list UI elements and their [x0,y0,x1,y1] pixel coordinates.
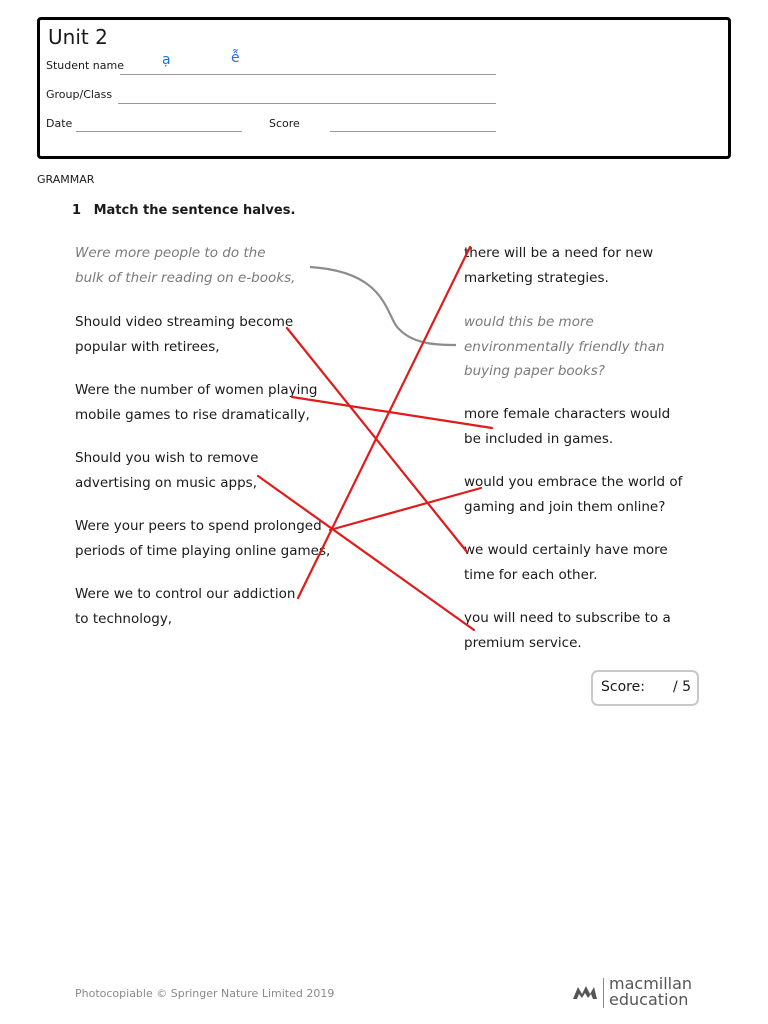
right-item-4 [464,538,668,587]
score-box [591,670,699,706]
right-item-line: there will be a need for new [464,245,654,261]
example-connector-curve [310,267,456,345]
logo-text [609,976,692,1008]
right-item-line: would you embrace the world of [464,474,683,490]
question-number: 1 [72,203,82,218]
student-name-handwriting-2: ễ [231,50,240,66]
right-item-line: marketing strategies. [464,269,609,286]
left-item-line: Were we to control our addiction [75,586,296,602]
group-class-field[interactable] [118,103,496,104]
date-field[interactable] [76,131,242,132]
left-item-3 [75,446,258,495]
score-box-label: Score: [601,679,645,695]
header-box [37,17,731,159]
left-item-line: mobile games to rise dramatically, [75,406,310,423]
left-item-2 [75,378,318,427]
right-item-example [464,310,665,384]
left-item-line: popular with retirees, [75,338,220,355]
left-item-line: Were your peers to spend prolonged [75,518,322,534]
left-item-line: Were the number of women playing [75,382,318,398]
logo-separator [603,978,604,1008]
footer-copyright: Photocopiable © Springer Nature Limited 2019 [75,987,335,1000]
left-item-4 [75,514,330,563]
left-item-line: Were more people to do the [75,245,266,261]
right-item-line: gaming and join them online? [464,498,666,515]
student-name-field[interactable] [120,74,496,75]
question-instruction: Match the sentence halves. [93,203,296,218]
student-name-label: Student name [46,59,124,72]
left-item-1 [75,310,293,359]
logo-text-line1: macmillan [609,974,693,993]
right-item-line: you will need to subscribe to a [464,610,671,626]
right-item-line: be included in games. [464,430,614,447]
right-item-line: environmentally friendly than [464,338,665,355]
right-item-5 [464,606,671,655]
right-item-line: time for each other. [464,566,598,583]
right-item-3 [464,470,682,519]
logo-text-line2: education [609,990,689,1009]
left-item-line: periods of time playing online games, [75,542,331,559]
left-item-line: Should you wish to remove [75,450,259,466]
right-item-line: we would certainly have more [464,542,668,558]
left-item-line: advertising on music apps, [75,474,257,491]
left-item-5 [75,582,295,631]
score-label: Score [269,117,300,130]
macmillan-logo-icon [572,981,598,1003]
unit-title: Unit 2 [48,25,108,49]
left-item-line: to technology, [75,610,173,627]
group-class-label: Group/Class [46,88,113,101]
right-item-2 [464,402,670,451]
right-item-line: buying paper books? [464,363,605,379]
question-heading [72,203,295,218]
left-item-example [75,241,295,290]
score-field[interactable] [330,131,496,132]
section-label: GRAMMAR [37,173,95,186]
right-item-line: would this be more [464,314,594,330]
date-label: Date [46,117,73,130]
right-item-line: premium service. [464,634,582,651]
match-line-peers [330,488,481,530]
left-item-line: Should video streaming become [75,314,294,330]
score-box-max: / 5 [673,679,692,695]
right-item-line: more female characters would [464,406,671,422]
right-item-0 [464,241,653,290]
match-line-women-playing [292,397,492,428]
left-item-line: bulk of their reading on e-books, [75,269,296,286]
student-name-handwriting-1: ạ [162,52,171,68]
